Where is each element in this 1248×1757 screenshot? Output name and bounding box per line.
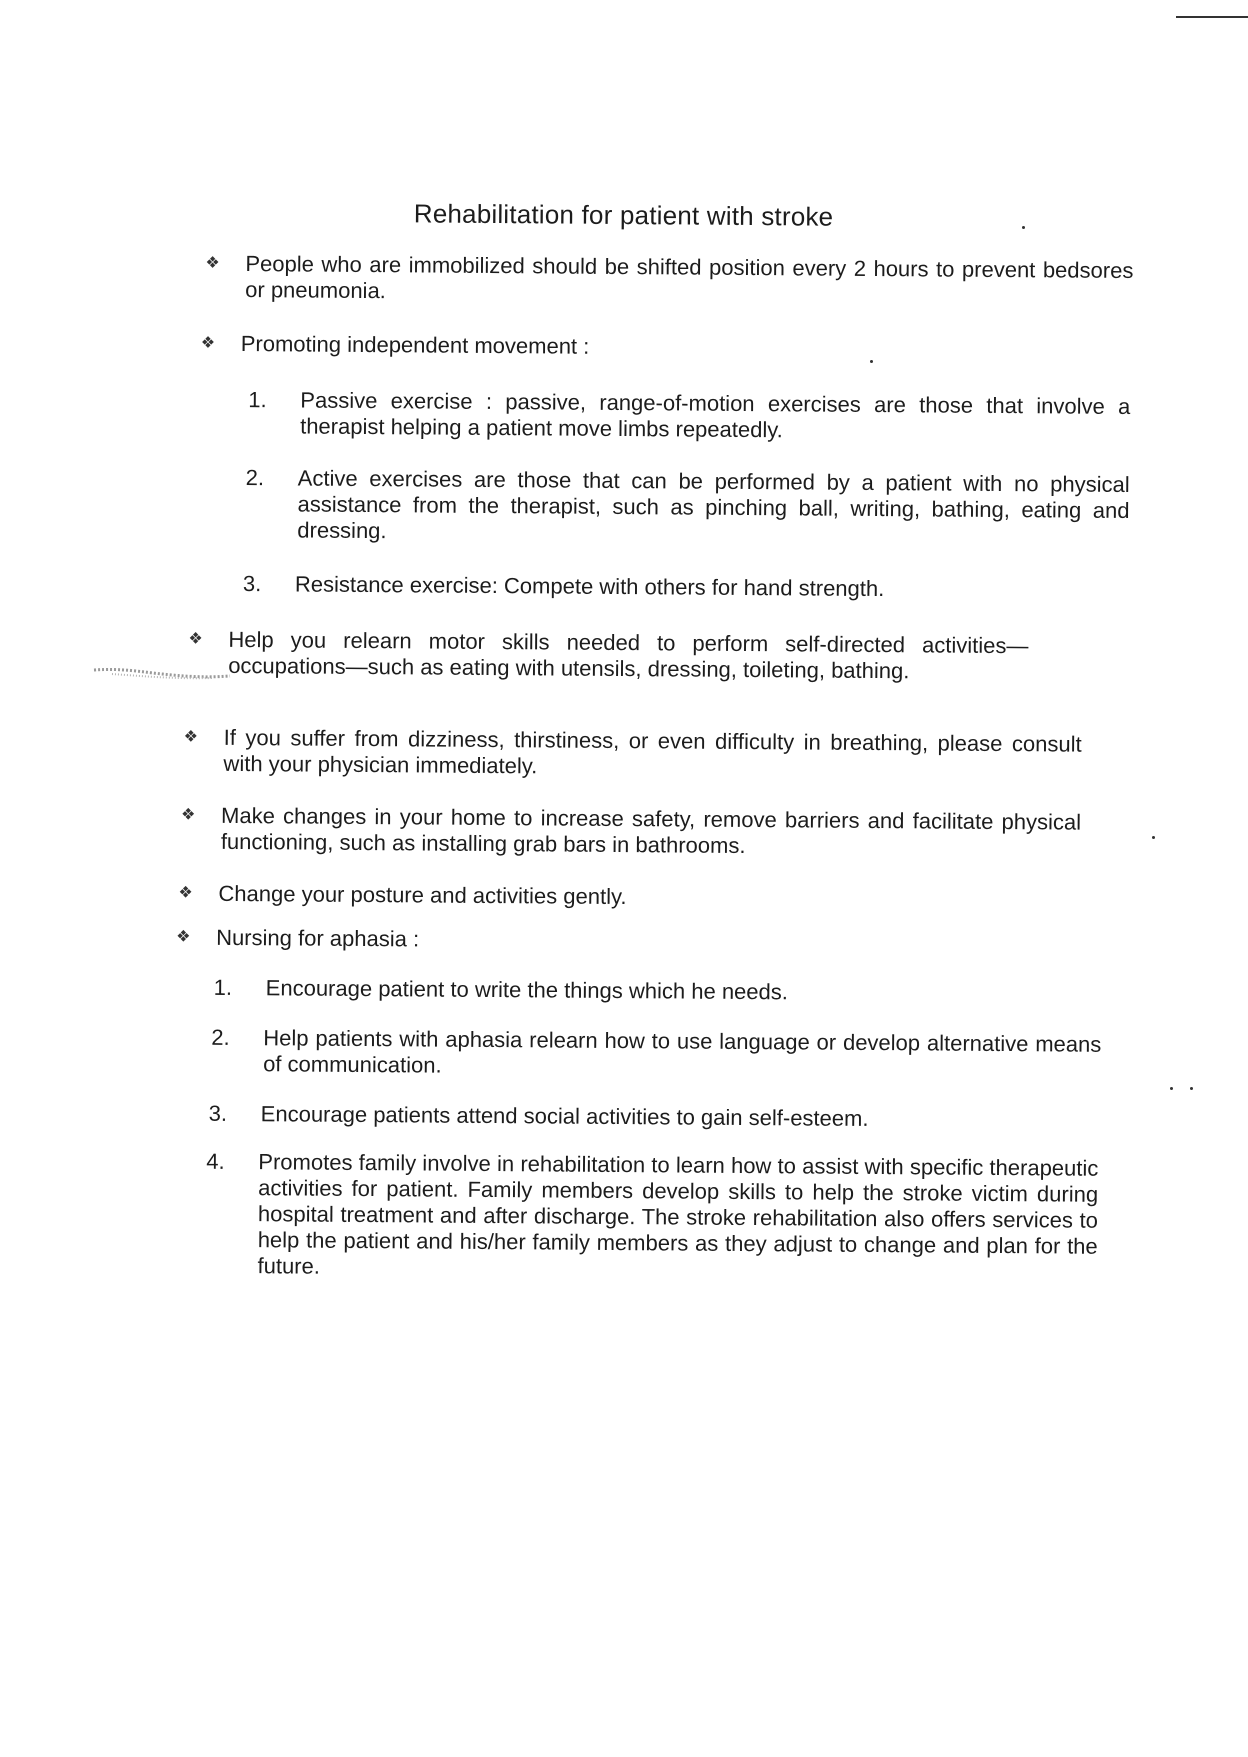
bullet-text: Change your posture and activities gently. [218, 880, 627, 910]
item-text: Promotes family involve in rehabilitation to learn how to assist with specific therapeutic activities for patient. Family members develop skills to help the stroke victim during hospital treatment and after discharge. The stroke rehabilitation also offers services to help the patient and his/her family members as they adjust to change and plan for the future. [257, 1149, 1099, 1279]
numbered-item [206, 1148, 1099, 1286]
diamond-bullet-icon: ❖ [200, 334, 216, 352]
bullet-item [176, 924, 616, 954]
item-number: 1. [248, 387, 267, 413]
bullet-text: Make changes in your home to increase safety, remove barriers and facilitate physical functioning, such as installing grab bars in bathrooms. [220, 802, 1082, 858]
bullet-item [205, 251, 1134, 310]
item-text: Encourage patients attend social activities to gain self-esteem. [260, 1101, 869, 1131]
bullet-item [200, 331, 841, 362]
bullet-item [181, 802, 1082, 862]
item-number: 3. [208, 1100, 228, 1126]
bullet-item [183, 724, 1082, 784]
item-text: Active exercises are those that can be performed by a patient with no physical assistance from the therapist, such as pinching ball, writing, bathing, eating and dressing. [297, 465, 1130, 544]
diamond-bullet-icon: ❖ [176, 928, 191, 946]
diamond-bullet-icon: ❖ [205, 254, 220, 272]
diamond-bullet-icon: ❖ [178, 884, 193, 902]
numbered-item [211, 1024, 1102, 1084]
bullet-text: Nursing for aphasia : [216, 924, 420, 952]
item-text: Help patients with aphasia relearn how to use language or develop alternative means of communication. [263, 1025, 1102, 1078]
bullet-text: People who are immobilized should be shifted position every 2 hours to prevent bedsores or pneumonia. [245, 251, 1134, 304]
item-number: 3. [242, 571, 262, 597]
bullet-text: Promoting independent movement : [240, 331, 590, 359]
diamond-bullet-icon: ❖ [181, 806, 196, 824]
item-number: 2. [211, 1024, 230, 1050]
item-number: 4. [206, 1148, 225, 1174]
numbered-item [213, 974, 1066, 1007]
numbered-item [248, 387, 1131, 446]
page-title: Rehabilitation for patient with stroke [413, 198, 834, 232]
bullet-text: If you suffer from dizziness, thirstiness, or even difficulty in breathing, please consult with your physician immediately. [223, 724, 1082, 779]
bullet-item [188, 626, 1029, 685]
diamond-bullet-icon: ❖ [183, 728, 199, 746]
diamond-bullet-icon: ❖ [188, 630, 203, 648]
item-number: 1. [213, 974, 233, 1000]
bullet-text: Help you relearn motor skills needed to perform self-directed activities—occupations—such as eating with utensils, dressing, toileting, bathing. [228, 626, 1029, 684]
item-text: Resistance exercise: Compete with others for hand strength. [294, 571, 885, 602]
bullet-item [178, 880, 838, 912]
numbered-item [208, 1100, 1101, 1134]
numbered-item [242, 571, 1125, 604]
item-text: Encourage patient to write the things which he needs. [265, 975, 789, 1005]
numbered-item [245, 465, 1130, 550]
item-text: Passive exercise : passive, range-of-motion exercises are those that involve a therapist helping a patient move limbs repeatedly. [300, 387, 1131, 443]
item-number: 2. [245, 465, 265, 491]
